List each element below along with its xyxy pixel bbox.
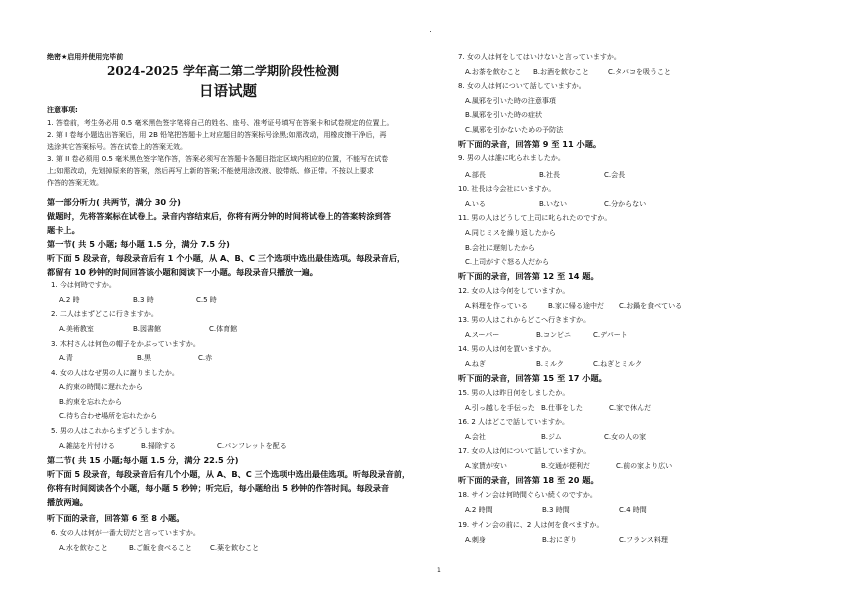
option-c: C.女の人の家 <box>604 433 647 441</box>
option-a: A.2 時間 <box>465 506 493 514</box>
option-c: C.分からない <box>604 200 647 208</box>
option-b: B.いない <box>539 200 568 208</box>
exam-title: 2024-2025 学年高二第二学期阶段性检测 <box>107 64 339 78</box>
option-c: C.4 時間 <box>619 506 647 514</box>
question-19: 19. サイン会の前に、2 人は何を食べますか。 <box>458 521 604 529</box>
question-14: 14. 男の人は何を買いますか。 <box>458 345 556 353</box>
part1-heading: 第一部分听力( 共两节，满分 30 分) <box>47 197 181 207</box>
option-a: A.ねぎ <box>465 360 486 368</box>
option-b: B.掃除する <box>141 442 177 450</box>
question-3: 3. 木村さんは何色の帽子をかぶっていますか。 <box>51 340 200 348</box>
question-7: 7. 女の人は何をしてはいけないと言っていますか。 <box>458 53 621 61</box>
option-b: B.風邪を引いた時の症状 <box>465 111 543 119</box>
option-a: A.家賃が安い <box>465 462 507 470</box>
question-11: 11. 男の人はどうして上司に叱られたのですか。 <box>458 214 612 222</box>
option-c: C.待ち合わせ場所を忘れたから <box>59 412 158 420</box>
notes-heading: 注意事项: <box>47 106 78 114</box>
option-b: B.仕事をした <box>541 404 584 412</box>
option-b: B.おにぎり <box>542 536 578 544</box>
option-a: A.青 <box>59 354 73 362</box>
page-number: 1 <box>437 567 441 574</box>
question-16: 16. 2 人はどこで話していますか。 <box>458 418 570 426</box>
group-heading: 听下面的录音，回答第 15 至 17 小题。 <box>458 373 607 383</box>
option-a: A.約束の時間に遅れたから <box>59 383 143 391</box>
section1-intro: 都留有 10 秒钟的时间回答该小题和阅读下一小题。每段录音只播放一遍。 <box>47 267 318 277</box>
option-a: A.部長 <box>465 171 486 179</box>
option-c: C.赤 <box>198 354 213 362</box>
option-b: B.コンビニ <box>536 331 572 339</box>
option-a: A.いる <box>465 200 486 208</box>
option-c: C.体育館 <box>209 325 238 333</box>
scan-speck <box>430 31 431 32</box>
question-9: 9. 男の人は誰に叱られましたか。 <box>458 154 565 162</box>
note-line: 1. 答卷前，考生务必用 0.5 毫米黑色签字笔将自己的姓名、座号、准考证号填写在答案卡和试卷规定的位置上。 <box>47 119 394 127</box>
option-a: A.料理を作っている <box>465 302 528 310</box>
option-c: C.家で休んだ <box>609 404 652 412</box>
section2-heading: 第二节( 共 15 小题;每小题 1.5 分，满分 22.5 分) <box>47 455 239 465</box>
option-b: B.ミルク <box>536 360 564 368</box>
option-c: C.フランス料理 <box>619 536 668 544</box>
option-b: B.3 時 <box>133 296 154 304</box>
note-line: 3. 第 II 卷必须用 0.5 毫米黑色签字笔作答，答案必须写在答题卡各题目指定区域内相应的位置，不能写在试卷 <box>47 155 389 163</box>
option-a: A.引っ越しを手伝った <box>465 404 535 412</box>
question-4: 4. 女の人はなぜ男の人に謝りましたか。 <box>51 369 179 377</box>
question-2: 2. 二人はまずどこに行きますか。 <box>51 310 158 318</box>
option-a: A.同じミスを繰り返したから <box>465 229 556 237</box>
option-c: C.風邪を引かないための予防法 <box>465 126 564 134</box>
section2-intro: 播放两遍。 <box>47 497 88 507</box>
group-heading: 听下面的录音，回答第 12 至 14 题。 <box>458 271 599 281</box>
section2-intro: 听下面 5 段录音，每段录音后有几个小题，从 A、B、C 三个选项中选出最佳选项。听每段录音前， <box>47 469 411 479</box>
option-c: C.5 時 <box>196 296 217 304</box>
question-13: 13. 男の人はこれからどこへ行きますか。 <box>458 316 591 324</box>
question-12: 12. 女の人は今何をしていますか。 <box>458 287 570 295</box>
question-15: 15. 男の人は昨日何をしましたか。 <box>458 389 570 397</box>
option-a: A.風邪を引いた時の注意事項 <box>465 97 556 105</box>
option-a: A.水を飲むこと <box>59 544 108 552</box>
note-line: 上;如需改动，先划掉原来的答案，然后再写上新的答案;不能使用涂改液、胶带纸、修正带。不按以上要求 <box>47 167 374 175</box>
group-heading: 听下面的录音，回答第 9 至 11 小题。 <box>458 139 602 149</box>
group-heading: 听下面的录音，回答第 6 至 8 小题。 <box>47 513 185 523</box>
note-line: 作答的答案无效。 <box>47 179 103 187</box>
section1-heading: 第一节( 共 5 小题; 每小题 1.5 分，满分 7.5 分) <box>47 239 230 249</box>
option-b: B.お酒を飲むこと <box>533 68 590 76</box>
option-a: A.雑誌を片付ける <box>59 442 115 450</box>
option-b: B.図書館 <box>133 325 162 333</box>
option-a: A.刺身 <box>465 536 486 544</box>
secret-label: 绝密★启用并使用完毕前 <box>47 53 124 61</box>
question-10: 10. 社長は今会社にいますか。 <box>458 185 556 193</box>
option-c: C.タバコを吸うこと <box>608 68 672 76</box>
option-c: C.ねぎとミルク <box>593 360 642 368</box>
section1-intro: 听下面 5 段录音，每段录音后有 1 个小题，从 A、B、C 三个选项中选出最佳选项。每段录音后， <box>47 253 406 263</box>
option-b: B.会社に遅刻したから <box>465 244 536 252</box>
option-c: C.デパート <box>593 331 628 339</box>
option-c: C.薬を飲むこと <box>210 544 260 552</box>
option-a: A.会社 <box>465 433 486 441</box>
option-c: C.パンフレットを配る <box>217 442 287 450</box>
option-b: B.ご飯を食べること <box>129 544 193 552</box>
option-b: B.交通が便利だ <box>541 462 591 470</box>
question-18: 18. サイン会は何時間ぐらい続くのですか。 <box>458 491 597 499</box>
option-b: B.社長 <box>539 171 561 179</box>
option-b: B.3 時間 <box>542 506 570 514</box>
question-6: 6. 女の人は何が一番大切だと言っていますか。 <box>51 529 200 537</box>
question-1: 1. 今は何時ですか。 <box>51 281 116 289</box>
option-b: B.ジム <box>541 433 562 441</box>
option-b: B.黒 <box>137 354 152 362</box>
question-17: 17. 女の人は何について話していますか。 <box>458 447 591 455</box>
note-line: 2. 第 I 卷每小题选出答案后，用 2B 铅笔把答题卡上对应题目的答案标号涂黑;如需改动，用橡皮擦干净后，再 <box>47 131 387 139</box>
option-b: B.約束を忘れたから <box>59 398 123 406</box>
note-line: 选涂其它答案标号。答在试卷上的答案无效。 <box>47 143 187 151</box>
question-8: 8. 女の人は何について話していますか。 <box>458 82 586 90</box>
group-heading: 听下面的录音，回答第 18 至 20 题。 <box>458 475 599 485</box>
option-c: C.上司がすぐ怒る人だから <box>465 258 550 266</box>
option-c: C.お鍋を食べている <box>619 302 683 310</box>
part1-intro: 题卡上。 <box>47 225 80 235</box>
part1-intro: 做题时，先将答案标在试卷上。录音内容结束后，你将有两分钟的时间将试卷上的答案转涂到答 <box>47 211 391 221</box>
option-a: A.美術教室 <box>59 325 94 333</box>
option-a: A.2 時 <box>59 296 80 304</box>
section2-intro: 你将有时间阅读各个小题，每小题 5 秒钟；听完后，每小题给出 5 秒钟的作答时间。每段录音 <box>47 483 390 493</box>
exam-subtitle: 日语试题 <box>199 83 257 100</box>
option-a: A.お茶を飲むこと <box>465 68 521 76</box>
option-c: C.会長 <box>604 171 626 179</box>
option-a: A.スーパー <box>465 331 500 339</box>
option-c: C.前の家より広い <box>616 462 673 470</box>
option-b: B.家に帰る途中だ <box>548 302 605 310</box>
question-5: 5. 男の人はこれからまずどうしますか。 <box>51 427 179 435</box>
